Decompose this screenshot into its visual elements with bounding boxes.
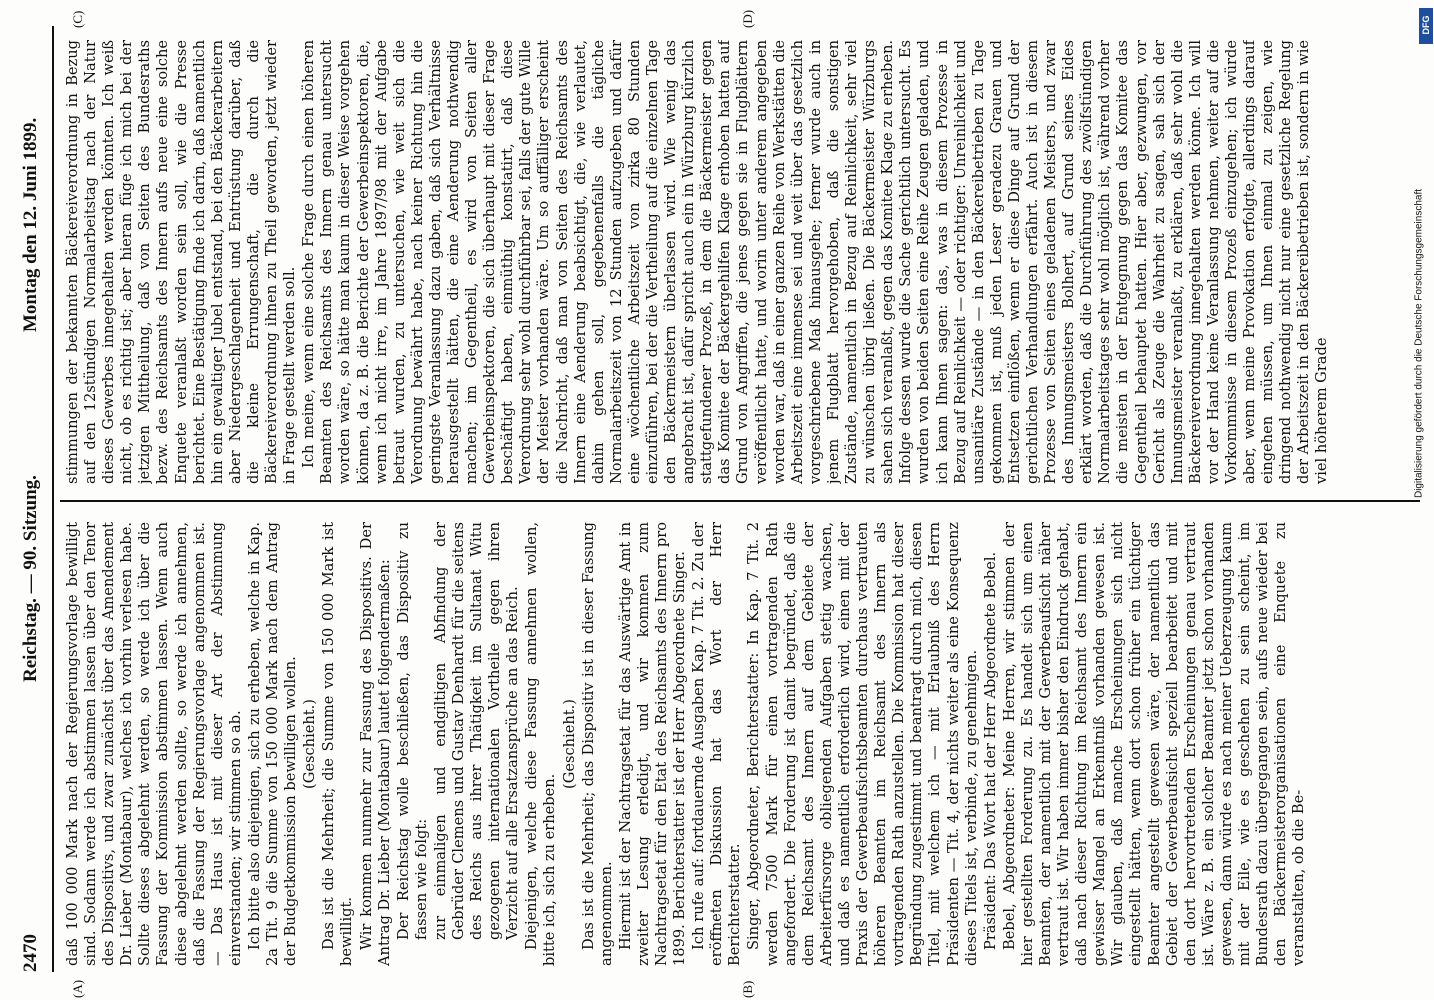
digitization-note: Digitalisierung gefördert durch die Deutsche Forschungsgemeinschaft	[1413, 188, 1425, 499]
paragraph: daß 100 000 Mark nach der Regierungsvorlage bewilligt sind. Sodann werde ich abstimmen lassen über den Tenor des Dispositivs, und zwar zunächst über das Amendement Dr. Lieber (Montabaur), welches ich vorhin verlesen habe. Sollte dieses abgelehnt werden, so werde ich über die Fassung der Kommission abstimmen lassen. Wenn auch diese abgelehnt werden sollte, so werde ich annehmen, daß die Fassung der Regierungsvorlage angenommen ist. — Das Haus ist mit dieser Art der Abstimmung einverstanden; wir stimmen so ab.	[64, 522, 244, 966]
paragraph: Das ist die Mehrheit; die Summe von 150 000 Mark ist bewilligt.	[320, 522, 356, 966]
speech-president: Präsident: Das Wort hat der Herr Abgeordnete Bebel.	[981, 551, 999, 950]
paragraph: Ich bitte also diejenigen, sich zu erheben, welche in Kap. 2a Tit. 9 die Summe von 150 000 Mark nach dem Antrag der Budgetkommission bewilligen wollen.	[245, 522, 300, 966]
margin-label-c: (C)	[70, 10, 85, 28]
right-column	[64, 40, 1414, 484]
column-rule	[60, 500, 1420, 502]
margin-label-b: (B)	[740, 980, 755, 998]
paragraph: Ich rufe auf: fortdauernde Ausgaben Kap. 7 Tit. 2. Zu der eröffneten Diskussion hat das Wort der Herr Berichterstatter.	[690, 522, 744, 966]
header-date: Montag den 12. Juni 1899.	[20, 117, 41, 332]
stage-direction: (Geschieht.)	[560, 699, 578, 789]
paragraph: Diejenigen, welche diese Fassung annehmen wollen, bitte ich, sich zu erheben.	[523, 522, 559, 966]
paragraph: stimmungen der bekannten Bäckereiverordnung in Bezug auf den 12stündigen Normalarbeitstag nach der Natur dieses Gewerbes innegehalten werden könnten. Ich weiß nicht, ob es richtig ist; aber hieran füge ich mich bei der jetzigen Mittheilung, daß von Seiten des Bundesraths bezw. des Reichsamts des Innern aufs neue eine solche Enquete veranlaßt worden sein soll, wie die Presse berichtet. Eine Bestätigung finde ich darin, daß namentlich hin ein gewaltiger Jubel entstand, bei den Bäckerarbeitern aber Niedergeschlagenheit und Entrüstung darüber, daß die kleine Errungenschaft, die durch die Bäckereiverordnung ihnen zu Theil geworden, jetzt wieder in Frage gestellt werden soll.	[64, 40, 299, 484]
speech-bebel: Bebel, Abgeordneter: Meine Herren, wir stimmen der hier gestellten Forderung zu. Es handelt sich um einen Beamten, der namentlich mit der Gewerbeaufsicht näher vertraut ist. Wir haben immer bisher den Eindruck gehabt, daß nach dieser Richtung im Reichsamt des Innern ein gewisser Mangel an Erkenntniß vorhanden gewesen ist. Wir glauben, daß manche Erscheinungen sich nicht eingestellt hätten, wenn dort schon früher ein tüchtiger Beamter angestellt gewesen wäre, der namentlich das Gebiet der Gewerbeaufsicht speziell bearbeitet und mit den dort hervortretenden Erscheinungen genau vertraut ist. Wäre z. B. ein solcher Beamter jetzt schon vorhanden gewesen, dann würde es nach meiner Ueberzeugung kaum mit der Eile, wie es geschehen zu sein scheint, im Bundesrath dazu übergegangen sein, aufs neue wieder bei den Bäckermeisterorganisationen eine Enquete zu veranstalten, ob die Be-	[1000, 522, 1308, 966]
paragraph: Ich meine, wenn eine solche Frage durch einen höheren Beamten des Reichsamts des Innern genau untersucht worden wäre, so hätte man kaum in dieser Weise vorgehen können, da z. B. die Berichte der Gewerbeinspektoren, die, wenn ich nicht irre, im Jahre 1897/98 mit der Aufgabe betraut wurden, zu untersuchen, wie weit sich die Verordnung bewährt habe, nach keiner Richtung hin die geringste Veranlassung dazu gaben, daß sich Verhältnisse herausgestellt hätten, die eine Aenderung nothwendig machen; im Gegentheil, es wird von Seiten aller Gewerbeinspektoren, die sich überhaupt mit dieser Frage beschäftigt haben, einmüthig konstatirt, daß diese Verordnung sehr wohl durchführbar sei, falls der gute Wille der Meister vorhanden wäre. Um so auffälliger erscheint die Nachricht, daß man von Seiten des Reichsamts des Innern eine Aenderung beabsichtigt, die, wie verlautet, dahin gehen soll, gegebenenfalls die tägliche Normalarbeitszeit von 12 Stunden aufzugeben und dafür eine wöchentliche Arbeitszeit von zirka 80 Stunden einzuführen, bei der die Vertheilung auf die einzelnen Tage den Bäckermeistern überlassen wird. Wie wenig das angebracht ist, dafür spricht auch ein in Würzburg kürzlich stattgefundener Prozeß, in dem die Bäckermeister gegen das Komitee der Bäckergehilfen Klage erhoben hatten auf Grund von Angriffen, die jenes gegen sie in Flugblättern veröffentlicht hatte, und worin unter anderem angegeben worden war, daß in einer ganzen Reihe von Werkstätten die Arbeitszeit eine immense sei und weit über das gesetzlich vorgeschriebene Maß hinausgehe; ferner wurde auch in jenem Flugblatt hervorgehoben, daß die sonstigen Zustände, namentlich in Bezug auf Reinlichkeit, sehr viel zu wünschen übrig ließen. Die Bäckermeister Würzburgs sahen sich veranlaßt, gegen das Komitee Klage zu erheben. Infolge dessen wurde die Sache gerichtlich untersucht. Es wurden von beiden Seiten eine Reihe Zeugen geladen, und ich kann Ihnen sagen: das, was in diesem Prozesse in Bezug auf Reinlichkeit — oder richtiger: Unreinlichkeit und unsanitäre Zustände — in den Bäckereibetrieben zu Tage gekommen ist, muß jeden Leser geradezu Grauen und Entsetzen einflößen, wenn er diese Dinge auf Grund der gerichtlichen Verhandlungen erfährt. Auch ist in diesem Prozesse von Seiten eines geladenen Meisters, und zwar des Innungsmeisters Bolhert, auf Grund seines Eides erklärt worden, daß die Durchführung des zwölfstündigen Normalarbeitstages sehr wohl möglich ist, während vorher die meisten in der Entgegnung gegen das Komitee das Gegentheil behauptet hatten. Hier aber, gezwungen, vor Gericht als Zeuge die Wahrheit zu sagen, sah sich der Innungsmeister veranlaßt, zu erklären, daß sehr wohl die Bäckereiverordnung innegehalten werden könne. Ich will vor der Hand keine Veranlassung nehmen, weiter auf die Vorkommnisse in diesem Prozeß einzugehen; ich würde aber, wenn meine Provokation erfolgte, allerdings darauf eingehen müssen, um Ihnen einmal zu zeigen, wie dringend nothwendig nicht nur eine gesetzliche Regelung der Arbeitszeit in den Bäckereibetrieben ist, sondern in wie viel höherem Grade	[300, 40, 1331, 484]
motion-intro: Der Reichstag wolle beschließen, das Dispositiv zu fassen wie folgt:	[394, 522, 430, 940]
header-session: Reichstag. — 90. Sitzung.	[20, 475, 41, 682]
dfg-logo: DFG	[1419, 8, 1433, 44]
speech-singer: Singer, Abgeordneter, Berichterstatter: In Kap. 7 Tit. 2 werden 7500 Mark für einen vortragenden Rath angefordert. Die Forderung ist damit begründet, daß die dem Reichsamt des Innern auf dem Gebiete der Arbeiterfürsorge obliegenden Aufgaben stetig wachsen, und daß es namentlich erforderlich wird, einen mit der Praxis der Gewerbeaufsichtsbeamten durchaus vertrauten höheren Beamten im Reichsamt des Innern als vortragenden Rath anzustellen. Die Kommission hat dieser Begründung zugestimmt und beantragt durch mich, diesen Titel, mit welchem ich — mit Erlaubniß des Herrn Präsidenten — Tit. 4, der nichts weiter als eine Konsequenz dieses Titels ist, verbinde, zu genehmigen.	[745, 522, 980, 966]
motion-text: zur einmaligen und endgiltigen Abfindung der Gebrüder Clemens und Gustav Denhardt für die seitens des Reichs aus ihrer Thätigkeit im Sultanat Witu gezogenen internationalen Vortheile gegen ihren Verzicht auf alle Ersatzansprüche an das Reich.	[431, 522, 522, 940]
paragraph: Wir kommen nunmehr zur Fassung des Dispositivs. Der Antrag Dr. Lieber (Montabaur) lautet folgendermaßen:	[357, 522, 393, 966]
stage-direction: (Geschieht.)	[301, 699, 319, 789]
left-column	[64, 522, 1414, 966]
header-rule	[52, 26, 54, 972]
margin-label-d: (D)	[740, 9, 755, 28]
paragraph: Hiermit ist der Nachtragsetat für das Auswärtige Amt in zweiter Lesung erledigt, und wir kommen zum Nachtragsetat für den Etat des Reichsamts des Innern pro 1899. Berichterstatter ist der Herr Abgeordnete Singer.	[616, 522, 689, 966]
page-number: 2470	[20, 934, 41, 972]
margin-label-a: (A)	[70, 979, 85, 998]
digitization-sidebar	[1413, 8, 1433, 988]
paragraph: Das ist die Mehrheit; das Dispositiv ist in dieser Fassung angenommen.	[579, 522, 615, 966]
page-header	[12, 26, 52, 972]
